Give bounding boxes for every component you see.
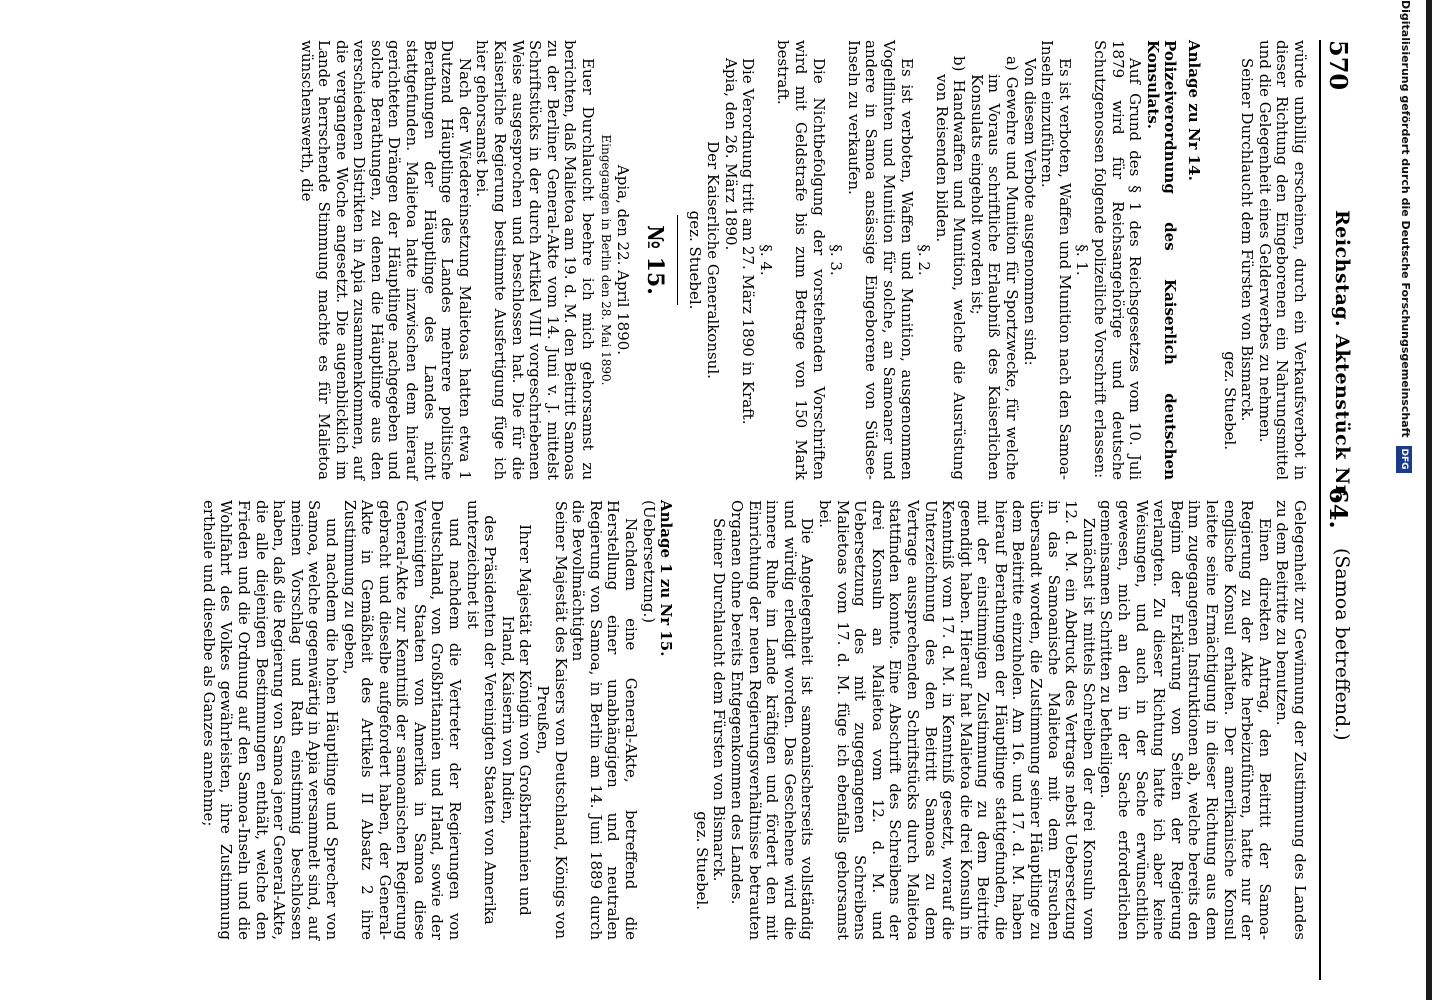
- paragraph: und nachdem die Vertreter der Regierungen von Deutschland, von Großbritannien und Irland, sowie der Vereinigten Staaten von Amerika in Samoa diese General-Akte zur Kenntniß der samoanischen Regierung gebracht und dieselbe aufgefordert haben, der General-Akte in Gemäßheit des Artikels II Absatz 2 ihre Zustimmung zu geben,: [340, 500, 465, 940]
- dfg-logo: DFG: [1396, 446, 1412, 473]
- paragraph: Ihrer Majestät der Königin von Großbritannien und Irland, Kaiserin von Indien,: [498, 524, 535, 916]
- addressee: Seiner Durchlaucht dem Fürsten von Bismarck.: [710, 518, 729, 882]
- paragraph: Euer Durchlaucht beehre ich mich gehorsamst zu berichten, daß Malietoa am 19. d. M. den Beitritt Samoas zu der Berliner General-Akte vom 14. Juni v. J. mittelst Schriftstücks in der durch Artikel VIII vorgeschriebenen Weise ausgesprochen und beschlossen hat. Die für die Kaiserliche Regierung bestimmte Ausfertigung füge ich hier gehorsamst bei.: [473, 40, 598, 480]
- document-number: 64.: [1324, 487, 1353, 529]
- place-date: Apia, den 22. April 1890.: [614, 164, 633, 356]
- paragraph: Seiner Majestät des Kaisers von Deutschland, Königs von Preußen,: [534, 500, 570, 940]
- paragraph: würde unbillig erscheinen, durch ein Verkaufsverbot in dieser Richtung den Eingeborenen ein Nahrungsmittel und die Gelegenheit eines Gelderwerbes zu nehmen.: [1255, 40, 1309, 480]
- paragraph: Die Verordnung tritt am 27. März 1890 in Kraft.: [739, 58, 758, 425]
- left-column: [297, 40, 1308, 480]
- paragraph: und nachdem die hohen Häuptlinge und Sprecher von Samoa, welche gegenwärtig in Apia versammelt sind, auf meinen Vorschlag und Rath einstimmig beschlossen haben, daß die Regierung von Samoa jener General-Akte, die alle diejenigen Bestimmungen enthält, welche den Frieden und die Ordnung auf den Samoa-Inseln und die Wohlfahrt des Volkes gewährleisten, ihre Zustimmung ertheile und dieselbe als Ganzes annehme;: [199, 500, 341, 940]
- paragraph: unterzeichnet ist: [463, 500, 482, 629]
- paragraph: Auf Grund des § 1 des Reichsgesetzes vom 10. Juli 1879 wird für Reichsangehörige und deutsche Schutzgenossen folgende polizeiliche Vorschrift erlassen:: [1091, 40, 1145, 480]
- consul-title: Der Kaiserliche Generalkonsul.: [704, 141, 722, 379]
- signature: gez. Stuebel.: [686, 210, 705, 310]
- paragraph: Gelegenheit zur Gewinnung der Zustimmung des Landes zu dem Beitritte zu benutzen.: [1273, 500, 1309, 940]
- paragraph-label: §. 1.: [1073, 244, 1092, 276]
- running-subtitle: (Samoa betreffend.): [1331, 548, 1353, 741]
- list-item: a) Gewehre und Munition für Sportzwecke, für welche im Voraus schriftliche Erlaubniß des Kaiserlichen Konsulats eingeholt worden ist;: [967, 56, 1022, 480]
- section-title: Anlage 1 zu Nr 15.: [657, 500, 676, 657]
- paragraph: Zunächst ist mittels Schreiben der drei Konsuln vom 12. d. M. ein Abdruck des Vertrags nebst Uebersetzung in das Samoanische Malietoa mit dem Ersuchen übersandt worden, die Zustimmung seiner Häuptlinge zu dem Beitritte einzuholen. Am 16. und 17. d. M. haben hierauf Berathungen der Häuptlinge stattgefunden, die mit der einstimmigen Zustimmung zu dem Beitritte geendigt haben. Hierauf hat Malietoa die drei Konsuln in Kenntniß vom 17. d. M. in Kenntniß gesetzt, worauf die Unterzeichnung des den Beitritt Samoas zu dem Vertrage aussprechenden Schriftstücks durch Malietoa stattfinden konnte. Eine Abschrift des Schreibens der drei Konsuln an Malietoa vom 12. d. M. und Uebersetzung des mit zugegangenen Schreibens Malietoas vom 17. d. M. füge ich ebenfalls gehorsamst bei.: [815, 500, 1098, 940]
- paragraph: Die Angelegenheit ist samoanischerseits vollständig und würdig erledigt worden. Das Geschehene wird die innere Ruhe im Lande kräftigen und fördert den mit Einrichtung der neuen Regierungsverhältnisse betrauten Organen ohne bereits Entgegenkommen des Landes.: [728, 500, 817, 940]
- paragraph: Einen direkten Antrag, den Beitritt der Samoa-Regierung zu der Akte herbeizuführen, hatte nur der englische Konsul erhalten. Der amerikanische Konsul leitete seine Ermächtigung in dieser Richtung aus dem ihm zugegangenen Instruktionen ab, welche bereits den Beginn der Erklärung von Seiten der Regierung verlangten. Zu dieser Richtung hatte ich aber keine Weisungen, und auch in der Sache erwünschtlich gewesen, mich an den in der Sache erforderlichen gemeinsamen Schritten zu betheiligen.: [1097, 500, 1274, 940]
- section-title: Anlage zu Nr 14.: [1185, 40, 1204, 181]
- scan-edge: [1426, 0, 1432, 1000]
- list-item: b) Handwaffen und Munition, welche die Ausrüstung von Reisenden bilden.: [932, 56, 969, 480]
- paragraph-label: §. 3.: [827, 244, 846, 276]
- paragraph: Nachdem eine General-Akte, betreffend die Herstellung einer unabhängigen und neutralen Regierung von Samoa, in Berlin am 14. Juni 1889 durch die Bevollmächtigten: [569, 500, 641, 940]
- paragraph: des Präsidenten der Vereinigten Staaten von Amerika: [481, 515, 500, 925]
- signature: gez. Stuebel.: [1220, 351, 1239, 450]
- paragraph-label: §. 4.: [756, 244, 775, 276]
- signature: gez. Stuebel.: [692, 811, 711, 910]
- paragraph: Es ist verboten, Waffen und Munition nach den Samoa-Inseln einzuführen.: [1038, 40, 1074, 480]
- right-column: [199, 500, 1308, 940]
- translation-note: (Uebersetzung.): [639, 500, 658, 624]
- received-note: Eingegangen in Berlin den 28. Mai 1890.: [598, 134, 613, 386]
- footer-text: Digitalisierung gefördert durch die Deutsche Forschungsgemeinschaft: [1399, 0, 1412, 438]
- scanned-page: [153, 0, 1393, 1000]
- paragraph-label: §. 2.: [915, 244, 934, 276]
- paragraph: Von diesem Verbote ausgenommen sind:: [1020, 58, 1039, 366]
- addressee: Seiner Durchlaucht dem Fürsten von Bismarck.: [1238, 58, 1257, 422]
- paragraph: Nach der Wiedereinsetzung Malietoas hatten etwa 1 Dutzend Häuptlinge des Landes mehrere politische Berathungen der Häuptlinge des Landes nicht stattgefunden. Malietoa hatte inzwischen dem hierauf gerichteten Drängen der Häuptlinge nachgegeben und solche Berathungen, zu denen die Häuptlinge aus den verschiedenen Distrikten in Apia zusammenkommen, auf die vergangene Woche angesetzt. Die augenblicklich im Lande herrschende Stimmung machte es für Malietoa wünschenswerth, die: [297, 40, 474, 480]
- document-number-heading: № 15.: [641, 225, 668, 295]
- place-date: Apia, den 26. März 1890.: [721, 58, 740, 251]
- divider: [677, 215, 678, 305]
- page-number: 570: [1324, 40, 1353, 91]
- header-rule: [1319, 40, 1321, 980]
- paragraph: Die Nichtbefolgung der vorstehenden Vorschriften wird mit Geldstrafe bis zum Betrage von 150 Mark bestraft.: [774, 40, 828, 480]
- section-heading: Polizeiverordnung des Kaiserlich deutschen Konsulats.: [1143, 40, 1180, 480]
- paragraph: Es ist verboten, Waffen und Munition, ausgenommen Vogelflinten und Munition für solche, an Samoaner und andere in Samoa ansässige Eingeborene von Südsee-Inseln zu verkaufen.: [844, 40, 916, 480]
- running-title: Reichstag. Aktenstück Nr.: [1331, 210, 1353, 501]
- digitization-footer: [1397, 0, 1413, 1000]
